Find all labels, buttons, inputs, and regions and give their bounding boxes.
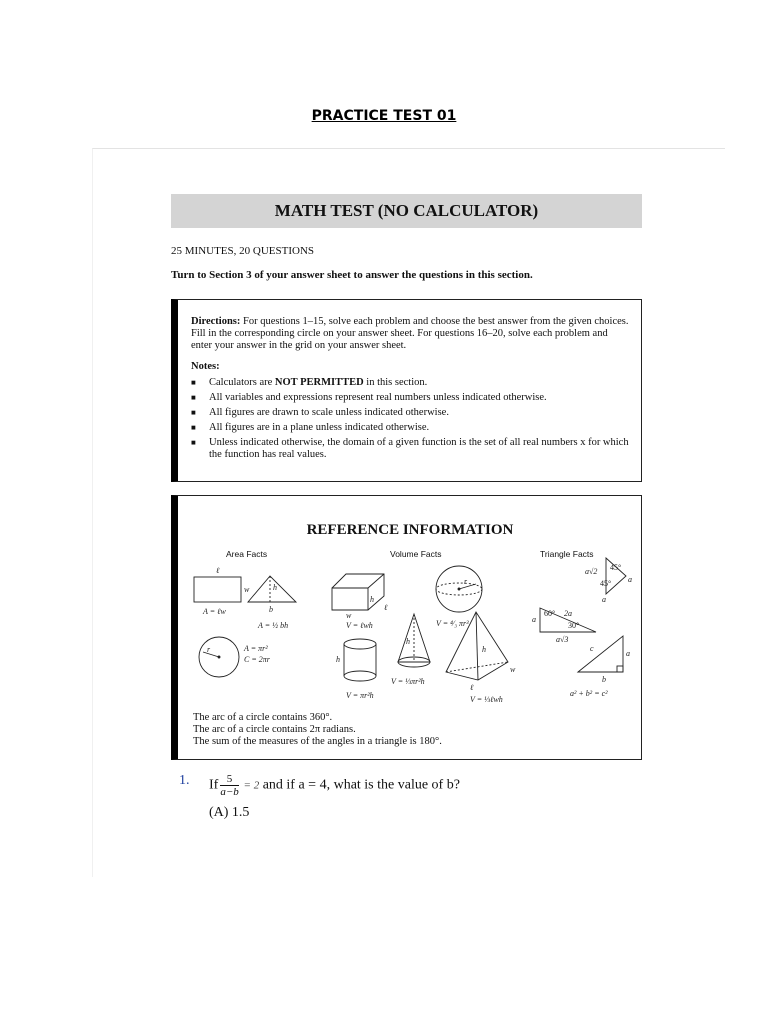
triangle-figure — [248, 576, 296, 630]
directions-label: Directions: — [191, 316, 241, 327]
notes-label: Notes: — [191, 361, 220, 372]
note-item: ■ All figures are drawn to scale unless indicated otherwise. — [191, 407, 631, 419]
notes-list — [191, 377, 631, 461]
directions-body: For questions 1–15, solve each problem and choose the best answer from the given choices. Fill in the corresponding circle on your answer sheet. For questions 16–20, solve each problem and enter your answer in the grid on your answer sheet. — [191, 316, 629, 351]
svg-text:45°: 45° — [600, 579, 612, 588]
svg-text:ℓ: ℓ — [216, 566, 220, 575]
svg-text:V = ⅓πr²h: V = ⅓πr²h — [391, 677, 425, 686]
svg-text:2a: 2a — [564, 609, 572, 618]
cylinder-figure — [336, 639, 376, 700]
svg-text:A = πr²: A = πr² — [244, 644, 268, 653]
svg-text:h: h — [273, 583, 277, 592]
question-stem: If $\frac{5}{a-b}$ = 2 and if a = 4, what is the value of b? — [209, 773, 460, 798]
answer-option-a: (A) 1.5 — [209, 805, 250, 820]
svg-text:A = ℓw: A = ℓw — [203, 607, 226, 616]
svg-text:ℓ: ℓ — [384, 603, 388, 612]
test-meta: 25 MINUTES, 20 QUESTIONS — [171, 245, 314, 257]
svg-text:b: b — [602, 675, 606, 684]
svg-text:b: b — [269, 605, 273, 614]
box-figure — [332, 574, 388, 630]
svg-text:60°: 60° — [544, 609, 556, 618]
svg-text:C = 2πr: C = 2πr — [244, 655, 270, 664]
section-instruction: Turn to Section 3 of your answer sheet to answer the questions in this section. — [171, 269, 533, 281]
page-title: PRACTICE TEST 01 — [311, 108, 457, 124]
svg-text:a: a — [626, 649, 630, 658]
svg-text:h: h — [370, 595, 374, 604]
svg-text:h: h — [482, 645, 486, 654]
svg-text:a: a — [602, 595, 606, 604]
fraction: $\frac{5}{a-b}$ — [220, 773, 239, 798]
reference-box — [171, 495, 642, 760]
pythagorean-triangle — [570, 636, 630, 698]
svg-text:h: h — [406, 637, 410, 646]
sphere-figure — [436, 566, 482, 628]
directions-text — [191, 316, 631, 352]
svg-text:a: a — [628, 575, 632, 584]
svg-text:A = ½ bh: A = ½ bh — [258, 621, 289, 630]
svg-text:V = ℓwh: V = ℓwh — [346, 621, 373, 630]
triangle-facts-label: Triangle Facts — [540, 549, 594, 559]
directions-box — [171, 299, 642, 482]
volume-facts-label: Volume Facts — [390, 549, 442, 559]
reference-facts — [193, 712, 442, 748]
svg-text:30°: 30° — [568, 621, 580, 630]
fact-line: The arc of a circle contains 360°. — [193, 712, 333, 723]
svg-text:a² + b² = c²: a² + b² = c² — [570, 689, 608, 698]
svg-text:ℓ: ℓ — [470, 683, 474, 692]
scanned-test-page — [92, 148, 725, 877]
svg-text:c: c — [590, 644, 594, 653]
fact-line: The sum of the measures of the angles in a triangle is 180°. — [193, 736, 442, 747]
area-facts-label: Area Facts — [226, 549, 268, 559]
svg-text:a: a — [532, 615, 536, 624]
cone-figure — [391, 614, 430, 686]
svg-text:w: w — [346, 611, 352, 620]
rectangle-figure — [194, 566, 250, 616]
note-item: ■ Unless indicated otherwise, the domain of a given function is the set of all real numbers x for which the function has real values. — [191, 437, 631, 461]
note-item: ■ Calculators are NOT PERMITTED in this section. — [191, 377, 631, 389]
test-banner: MATH TEST (NO CALCULATOR) — [171, 194, 642, 228]
svg-text:a√2: a√2 — [585, 567, 598, 576]
svg-text:r: r — [464, 577, 468, 586]
question-number: 1. — [179, 773, 190, 788]
svg-text:a√3: a√3 — [556, 635, 569, 644]
thirty-sixty-triangle — [532, 608, 596, 644]
fact-line: The arc of a circle contains 2π radians. — [193, 724, 356, 735]
circle-figure — [199, 637, 271, 677]
svg-text:V = ⁴⁄₃ πr³: V = ⁴⁄₃ πr³ — [436, 619, 469, 628]
note-item: ■ All variables and expressions represent real numbers unless indicated otherwise. — [191, 392, 631, 404]
note-item: ■ All figures are in a plane unless indicated otherwise. — [191, 422, 631, 434]
reference-title: REFERENCE INFORMATION — [306, 522, 514, 538]
svg-text:r: r — [207, 645, 211, 654]
svg-text:V = ⅓ℓwh: V = ⅓ℓwh — [470, 695, 503, 704]
svg-text:45°: 45° — [610, 563, 622, 572]
svg-text:w: w — [510, 665, 516, 674]
right-isosceles-triangle — [585, 558, 632, 604]
svg-text:w: w — [244, 585, 250, 594]
reference-figures — [178, 556, 642, 706]
svg-text:h: h — [336, 655, 340, 664]
svg-text:V = πr²h: V = πr²h — [346, 691, 374, 700]
